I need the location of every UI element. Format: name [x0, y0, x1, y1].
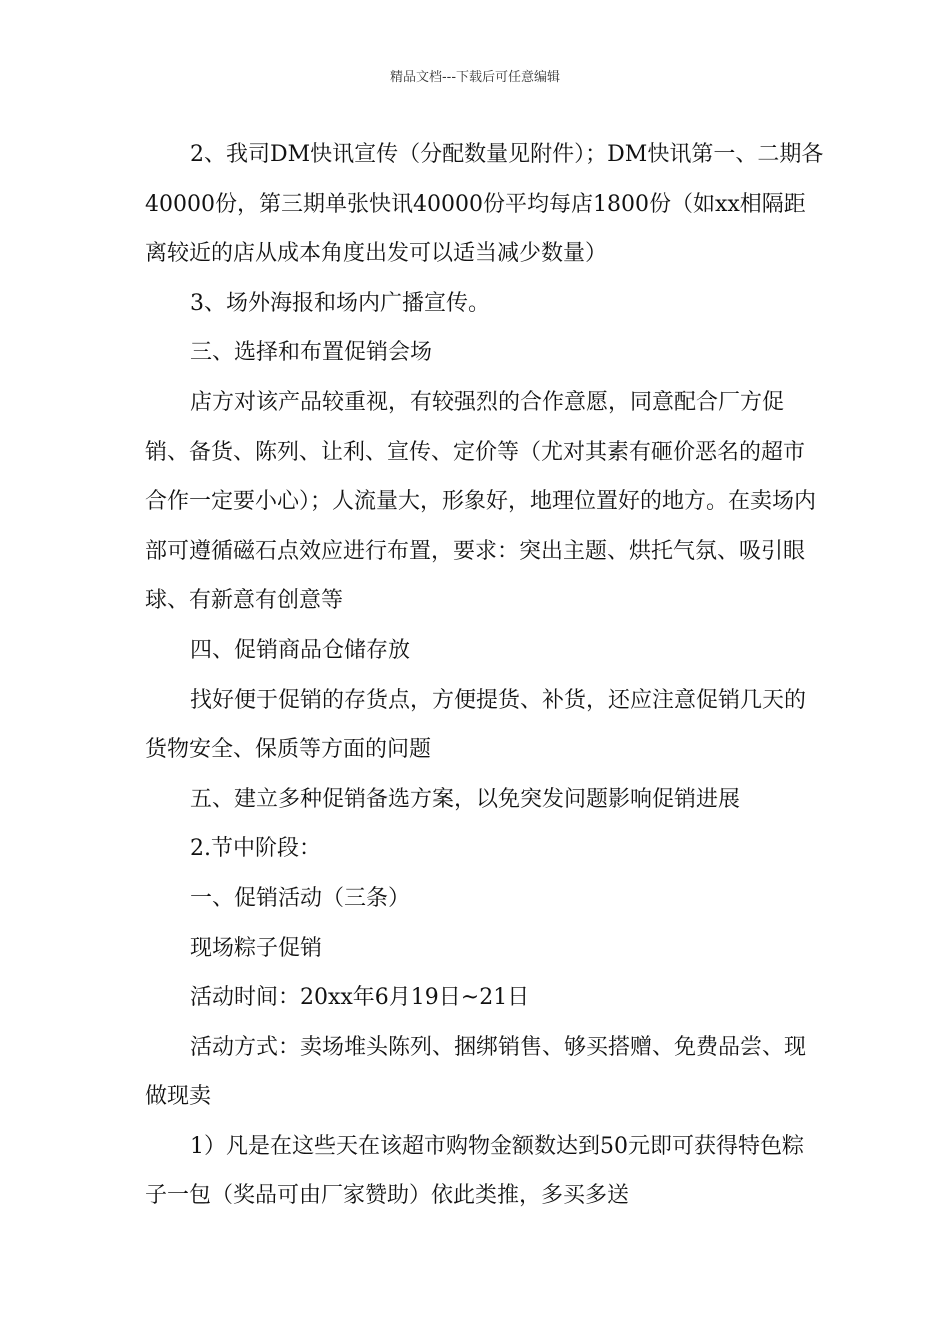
heading-zongzi-promo: [145, 924, 825, 974]
text-line: 销、备货、陈列、让利、宣传、定价等（尤对其素有砸价恶名的超: [145, 439, 784, 465]
text-line: 五、建立多种促销备选方案，以免突发问题影响促销进展: [190, 786, 741, 812]
text-line: 3、场外海报和场内广播宣传。: [190, 290, 490, 316]
text-line: 一、促销活动（三条）: [190, 885, 411, 911]
text-line: 卖场内部可遵循磁石点效应进行布置，要求：突出主题、烘托气氛、: [145, 489, 817, 564]
page-header: 精品文档---下载后可任意编辑: [389, 70, 561, 85]
text-line: 店方对该产品较重视，有较强烈的合作意愿，同意配合厂方促: [190, 389, 785, 415]
text-line: 找好便于促销的存货点，方便提货、补货，还应注意促销几天: [190, 687, 785, 713]
text-line: 现场粽子促销: [190, 935, 323, 961]
text-line: 粽子一包（奖品可由厂家赞助）依此类推，多买多送: [145, 1133, 805, 1209]
paragraph-activity-time: [145, 973, 825, 1023]
text-line: 1）凡是在这些天在该超市购物金额数达到50元即可获得特色: [190, 1133, 782, 1159]
heading-mid-festival: [145, 824, 825, 874]
heading-storage: [145, 626, 825, 676]
heading-promo-activities: [145, 874, 825, 924]
document-body: [145, 130, 825, 1221]
paragraph-storage-details: [145, 676, 825, 775]
text-line: 市合作一定要小心）；人流量大，形象好，地理位置好的地方。在: [145, 439, 806, 515]
paragraph-purchase-reward: [145, 1122, 825, 1221]
paragraph-venue-details: [145, 378, 825, 626]
paragraph-activity-method: [145, 1023, 825, 1122]
text-line: 距离较近的店从成本角度出发可以适当减少数量）: [145, 191, 806, 267]
text-line: 各40000份，第三期单张快讯40000份平均每店1800份（如xx相隔: [145, 142, 824, 217]
text-line: 吸引眼球、有新意有创意等: [145, 538, 806, 614]
paragraph-posters-broadcast: [145, 279, 825, 329]
text-line: 活动方式：卖场堆头陈列、捆绑销售、够买搭赠、免费品尝、: [190, 1034, 785, 1060]
text-line: 2、我司DM快讯宣传（分配数量见附件）；DM快讯第一、二期: [190, 142, 802, 167]
heading-backup-plans: [145, 775, 825, 825]
text-line: 三、选择和布置促销会场: [190, 340, 433, 366]
text-line: 四、促销商品仓储存放: [190, 637, 411, 663]
text-line: 2.节中阶段：: [190, 836, 321, 862]
heading-select-venue: [145, 328, 825, 378]
text-line: 活动时间：20xx年6月19日~21日: [190, 985, 530, 1011]
paragraph-dm-flyer: [145, 130, 825, 279]
text-line: 现做现卖: [145, 1034, 807, 1110]
text-line: 的货物安全、保质等方面的问题: [145, 687, 807, 763]
